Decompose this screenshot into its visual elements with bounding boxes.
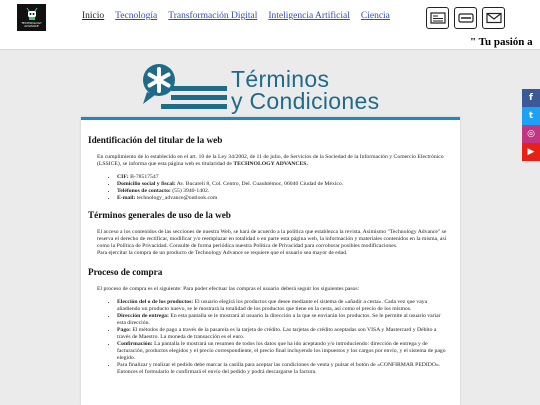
terms-content-card <box>81 117 460 405</box>
twitter-icon[interactable]: t <box>522 107 540 125</box>
top-navigation-bar <box>0 0 540 50</box>
section-heading-titular: Identificación del titular de la web <box>88 135 223 145</box>
header-icons <box>426 7 510 29</box>
nav-item-inteligencia-artificial[interactable]: Inteligencia Artificial <box>268 11 350 21</box>
subscribe-icon[interactable] <box>454 7 477 29</box>
nav-item-tecnologia[interactable]: Tecnología <box>115 11 158 21</box>
mail-icon[interactable] <box>482 7 505 29</box>
list-item: • E-mail: technology_advance@outlook.com <box>117 195 450 202</box>
list-item: • Elección del o de los productos: El usuario elegirá los productos que desee mediante el sistema de «añadir a cesta». Cada vez que vaya añadiendo un producto nuevo, se le mostrará la totalidad de los productos que tiene en la cesta, así como el precio de los mismos. <box>117 299 450 313</box>
list-item: • Domicilio social y fiscal: Av. Bucareli 8, Col. Centro, Del. Cuauhtémoc, 06040 Ciudad de México. <box>117 181 450 188</box>
list-item: • Dirección de entrega: En esta pantalla se le mostrará al usuario la dirección a la que se enviarán los productos. Se le permite al usuario variar esta dirección. <box>117 313 450 327</box>
terminos-paragraph-age: Para ejercitar la compra de un producto de Technology Advance se requiere que el usuario sea mayor de edad. <box>97 250 348 257</box>
asterisk-list-icon <box>137 62 229 114</box>
nav-item-ciencia[interactable]: Ciencia <box>360 11 390 21</box>
list-item: • Confirmación: La pantalla le mostrará un resumen de todos los datos que ha ido aceptando y/o introduciendo: dirección de entrega y de facturación, productos elegidos y el precio correspondiente, el precio final incluyendo los impuestos y los cargos por envío, y el sistema de pago elegido. <box>117 341 450 362</box>
youtube-icon[interactable]: ▶ <box>522 143 540 161</box>
hero-title: Términos y Condiciones <box>231 66 380 114</box>
list-item: • Teléfonos de contacto: (55) 3940-1402. <box>117 188 450 195</box>
robot-logo-icon <box>24 7 40 21</box>
facebook-icon[interactable]: f <box>522 89 540 107</box>
logo-text: TECHNOLOGY ADVANCE <box>21 21 42 29</box>
terms-hero-banner <box>137 62 407 114</box>
instagram-icon[interactable]: ◎ <box>522 125 540 143</box>
news-icon[interactable] <box>426 7 449 29</box>
section-heading-terminos: Términos generales de uso de la web <box>88 210 231 221</box>
section-heading-compra: Proceso de compra <box>88 267 163 278</box>
list-item: • CIF: B-78517547 <box>117 174 450 181</box>
nav-item-inicio[interactable]: Inicio <box>82 11 105 21</box>
list-item: • Pago: El métodos de pago a través de la pasarela es la tarjeta de crédito. Las tarjetas de crédito aceptadas son VISA y Mastercard y Débito a través de Maestro. La moneda de transacción es el euro. <box>117 327 450 341</box>
titular-intro: En cumplimiento de lo establecido en el art. 10 de la Ley 34/2002, de 11 de julio, de Servicios de la Sociedad de la Información y Comercio Electrónico (LSSICE), se informa que esta página web es titularidad de TECHNOLOGY ADVANCES. <box>97 154 444 167</box>
titular-details-list <box>117 174 450 202</box>
compra-intro: El proceso de compra es el siguiente: Para poder efectuar las compras el usuario deberá seguir los siguientes pasos: <box>97 286 360 293</box>
marquee-text: " Tu pasión a <box>470 36 533 48</box>
list-item: • Para finalizar y realizar el pedido debe marcar la casilla para aceptar las condiciones de venta y pulsar el botón de «CONFIRMAR PEDIDO». Entonces el formulario le confirmará el envío del pedido y podrá descargarse la factura. <box>117 362 450 376</box>
compra-steps-list <box>117 299 450 376</box>
main-nav <box>82 11 401 21</box>
site-logo[interactable] <box>17 4 46 31</box>
nav-item-transformacion-digital[interactable]: Transformación Digital <box>168 11 258 21</box>
terminos-paragraph: El acceso a los contenidos de las secciones de nuestra Web, se hará de acuerdo a la política que establezca la revista. Asimismo "Technology Advance" se reserva el derecho de rectificar, modificar y/o reemplazar en totalidad o en parte esta página web, la información y materiales contenidos en la misma, así como la Política de Privacidad. Consulte de forma periódica nuestra Política de Privacidad para corroborar posibles modificaciones. <box>97 229 447 250</box>
social-sidebar <box>522 89 540 161</box>
